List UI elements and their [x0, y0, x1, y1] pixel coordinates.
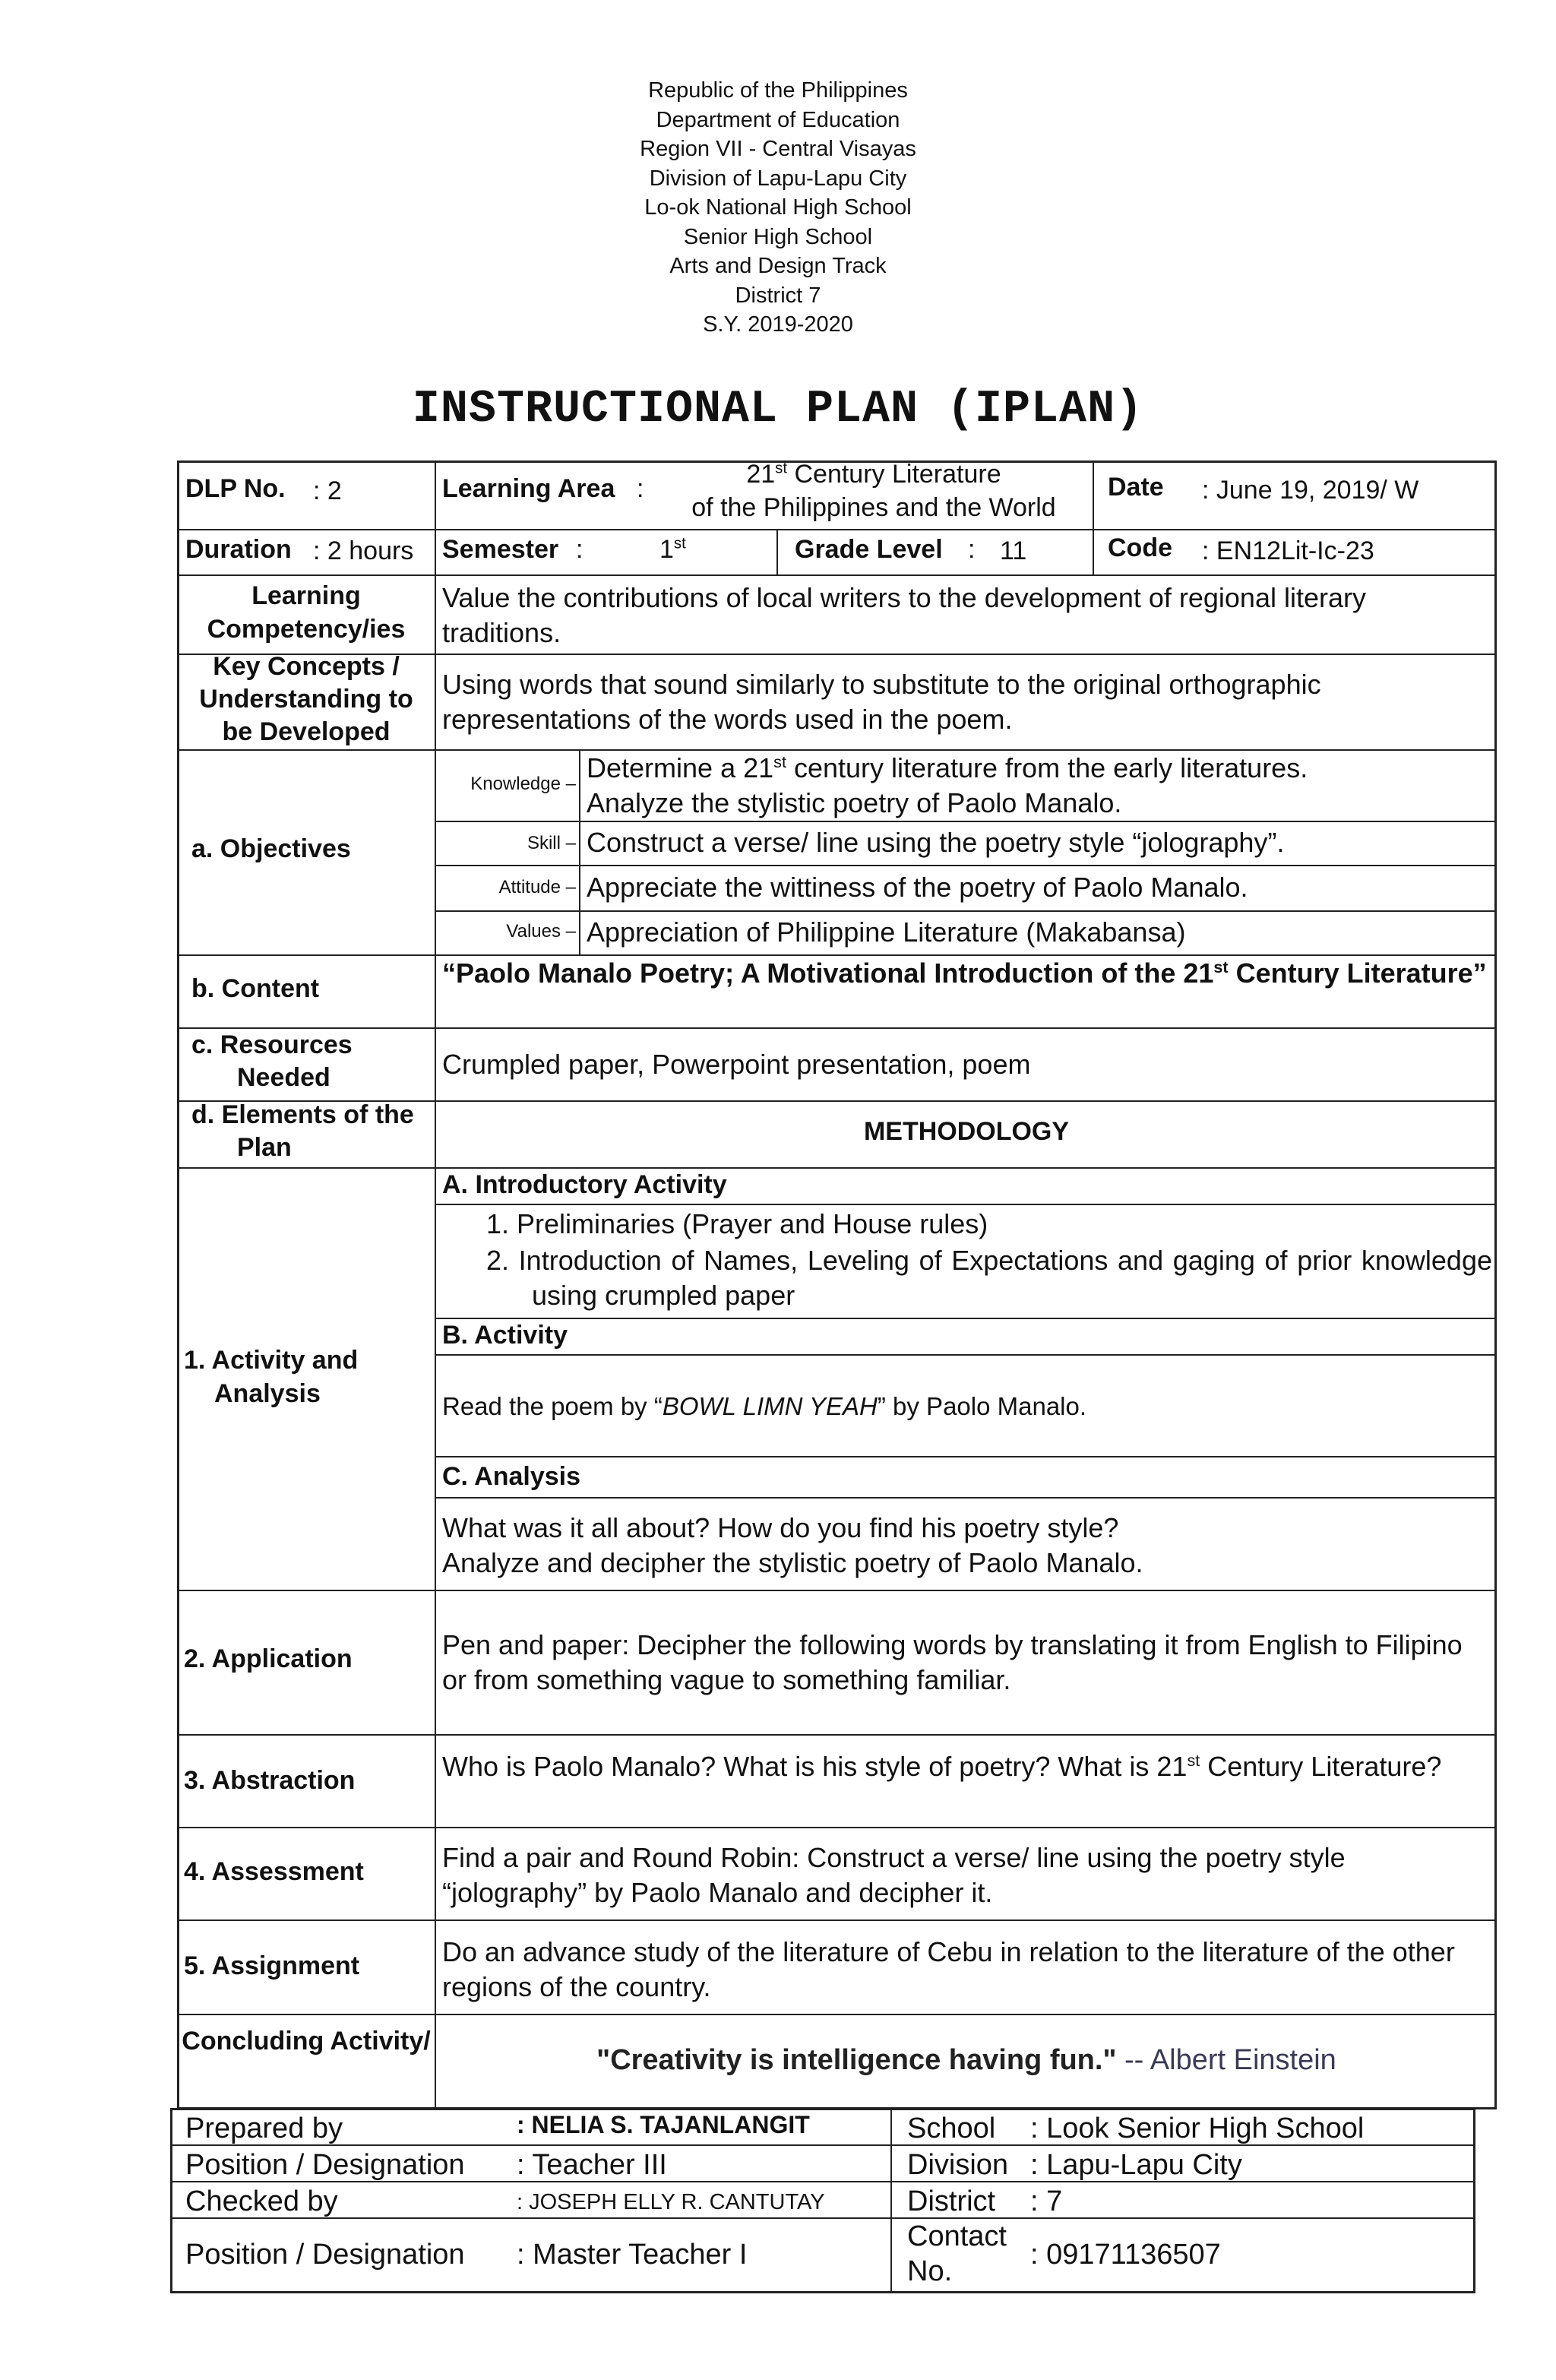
division-label: Division [907, 2149, 1009, 2181]
duration-label: Duration [185, 535, 292, 564]
objectives-label: a. Objectives [191, 834, 351, 863]
header-line: Senior High School [683, 224, 873, 249]
checked-by-value: : JOSEPH ELLY R. CANTUTAY [517, 2190, 825, 2214]
resources-text: Crumpled paper, Powerpoint presentation, poem [442, 1049, 1031, 1080]
school-header [0, 76, 1556, 340]
division-value: : Lapu-Lapu City [1030, 2149, 1242, 2181]
analysis-heading: C. Analysis [442, 1462, 581, 1491]
concluding-quote: "Creativity is intelligence having fun." -- Albert Einstein [596, 2044, 1336, 2076]
date-label: Date [1108, 473, 1164, 502]
code-label: Code [1108, 533, 1172, 562]
values-label: Values – [506, 921, 576, 942]
semester-label: Semester [442, 535, 559, 564]
assignment-label: 5. Assignment [184, 1951, 360, 1980]
school-label: School [907, 2113, 996, 2144]
concluding-label: Concluding Activity/ [182, 2027, 431, 2056]
header-line: Arts and Design Track [669, 254, 887, 278]
header-line: Division of Lapu-Lapu City [649, 166, 907, 191]
semester-colon: : [576, 535, 584, 564]
contact-label: Contact No. [907, 2220, 1007, 2287]
learning-area-value: 21st Century Literature of the Philippines and the World [691, 460, 1056, 522]
position-label: Position / Designation [185, 2149, 465, 2181]
header-line: Republic of the Philippines [648, 78, 908, 103]
grade-level-colon: : [968, 535, 976, 564]
content-label: b. Content [191, 974, 320, 1003]
grade-level-value: 11 [1000, 536, 1027, 565]
values-text: Appreciation of Philippine Literature (Makabansa) [587, 916, 1186, 948]
activity-text: Read the poem by “BOWL LIMN YEAH” by Paolo Manalo. [442, 1392, 1087, 1420]
analysis-text: What was it all about? How do you find his poetry style? Analyze and decipher the stylistic poetry of Paolo Manalo. [442, 1512, 1143, 1578]
assignment-text: Do an advance study of the literature of Cebu in relation to the literature of the other regions of the country. [442, 1936, 1455, 2002]
grade-level-label: Grade Level [795, 535, 943, 564]
key-concepts-label: Key Concepts / Understanding to be Developed [199, 652, 413, 746]
position-value: : Master Teacher I [517, 2239, 748, 2271]
resources-label: c. Resources Needed [191, 1030, 353, 1092]
assessment-label: 4. Assessment [184, 1857, 364, 1886]
position-value: : Teacher III [517, 2149, 667, 2181]
date-value: : June 19, 2019/ W [1202, 476, 1419, 505]
learning-area-colon: : [637, 474, 644, 503]
dlp-label: DLP No. [185, 474, 286, 503]
duration-value: : 2 hours [313, 536, 414, 565]
abstraction-text: Who is Paolo Manalo? What is his style of poetry? What is 21st Century Literature? [442, 1751, 1442, 1782]
checked-by-label: Checked by [185, 2185, 338, 2217]
attitude-text: Appreciate the wittiness of the poetry of Paolo Manalo. [587, 872, 1248, 903]
prepared-by-label: Prepared by [185, 2113, 343, 2144]
intro-item-2: 2. Introduction of Names, Leveling of Expectations and gaging of prior knowledge using crumpled paper [486, 1245, 1492, 1311]
methodology-heading: METHODOLOGY [863, 1117, 1070, 1146]
knowledge-label: Knowledge – [470, 774, 576, 794]
dlp-value: : 2 [313, 476, 342, 505]
learning-area-label: Learning Area [442, 474, 615, 503]
activity-heading: B. Activity [442, 1321, 568, 1350]
skill-label: Skill – [527, 833, 576, 853]
header-line: Department of Education [656, 107, 900, 132]
code-value: : EN12Lit-Ic-23 [1202, 536, 1374, 565]
competency-text: Value the contributions of local writers to the development of regional literary traditions. [442, 582, 1366, 648]
competency-label: Learning Competency/ies [207, 581, 406, 644]
page-title: INSTRUCTIONAL PLAN (IPLAN) [412, 384, 1144, 435]
introductory-activity-heading: A. Introductory Activity [442, 1170, 727, 1199]
district-label: District [907, 2185, 996, 2217]
semester-value: 1st [659, 535, 686, 564]
abstraction-label: 3. Abstraction [184, 1766, 356, 1795]
application-label: 2. Application [184, 1644, 353, 1673]
district-value: : 7 [1030, 2185, 1063, 2217]
intro-item-1: 1. Preliminaries (Prayer and House rules) [486, 1208, 988, 1239]
knowledge-text: Determine a 21st century literature from the early literatures. Analyze the stylistic poetry of Paolo Manalo. [587, 752, 1308, 818]
header-line: Lo-ok National High School [644, 195, 912, 220]
header-line: District 7 [735, 283, 821, 308]
application-text: Pen and paper: Decipher the following words by translating it from English to Filipino or from something vague to something familiar. [442, 1629, 1463, 1695]
contact-value: : 09171136507 [1030, 2239, 1221, 2271]
prepared-by-value: : NELIA S. TAJANLANGIT [517, 2111, 810, 2138]
elements-label: d. Elements of the Plan [191, 1100, 414, 1162]
attitude-label: Attitude – [498, 877, 576, 897]
content-text: “Paolo Manalo Poetry; A Motivational Introduction of the 21st Century Literature” [442, 957, 1487, 989]
position-label: Position / Designation [185, 2239, 465, 2271]
header-line: Region VII - Central Visayas [640, 137, 916, 161]
school-value: : Look Senior High School [1030, 2113, 1365, 2144]
key-concepts-text: Using words that sound similarly to substitute to the original orthographic representations of the words used in the poem. [442, 669, 1321, 735]
assessment-text: Find a pair and Round Robin: Construct a verse/ line using the poetry style “jolography” by Paolo Manalo and decipher it. [442, 1842, 1346, 1908]
activity-analysis-label: 1. Activity and Analysis [184, 1346, 359, 1408]
skill-text: Construct a verse/ line using the poetry style “jolography”. [587, 827, 1285, 858]
header-line: S.Y. 2019-2020 [703, 312, 853, 337]
